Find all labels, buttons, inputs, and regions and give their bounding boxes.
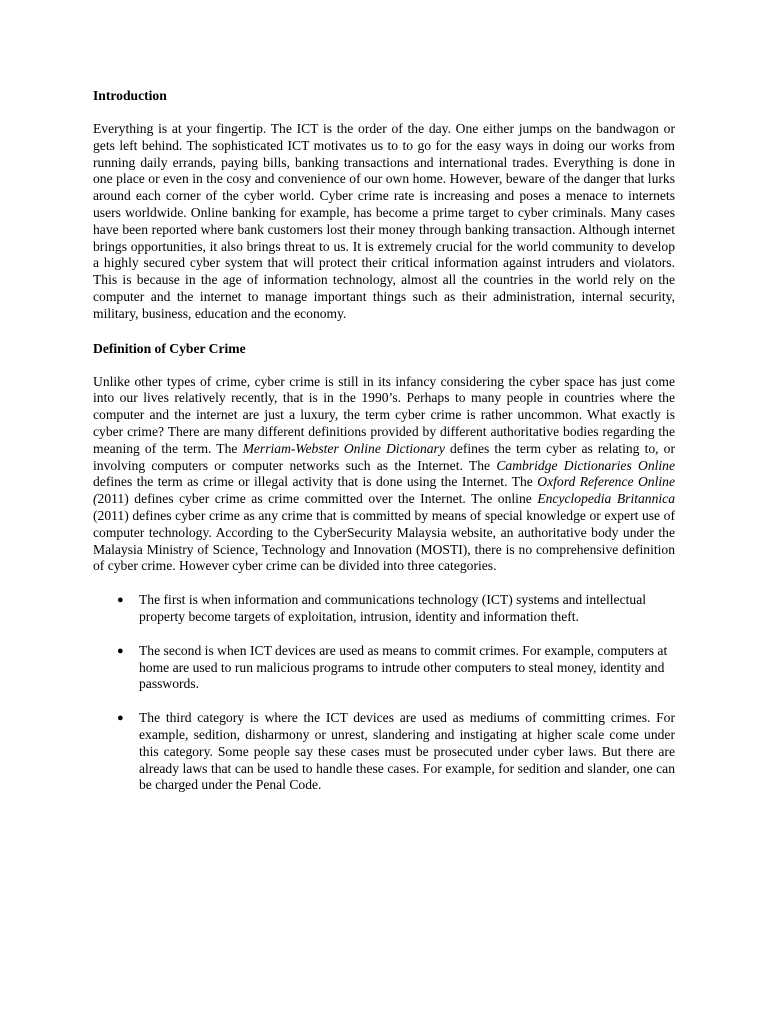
definition-text-1: Unlike other types of crime, cyber crime is still in its infancy considering the cyber space has just come into our lives relatively recently, that is in the 1990’s. Perhaps to many people in countries where the computer and the internet are just a luxury, the term cyber crime is rather uncommon. What exactly is cyber crime? There are many different definitions provided by different authoritative bodies regarding the meaning of the term. The bbox=[93, 373, 675, 456]
list-item bbox=[93, 710, 675, 794]
list-item-text: The third category is where the ICT devices are used as mediums of committing crimes. For example, sedition, disharmony or unrest, slandering and instigating at higher scale come under this category. Some people say these cases must be prosecuted under cyber laws. But there are already laws that can be used to handle these cases. For example, for sedition and slander, one can be charged under the Penal Code. bbox=[139, 710, 675, 793]
definition-text-3: defines the term as crime or illegal activity that is done using the Internet. The bbox=[93, 474, 538, 490]
list-item bbox=[93, 643, 675, 693]
definition-paragraph bbox=[93, 374, 675, 576]
category-list bbox=[93, 592, 675, 794]
source-merriam-webster: Merriam-Webster Online Dictionary bbox=[242, 440, 445, 456]
source-oxford: Oxford Reference Online ( bbox=[93, 474, 675, 507]
definition-text-5: (2011) defines cyber crime as any crime that is committed by means of special knowledge or expert use of computer technology. According to the CyberSecurity Malaysia website, an authoritative body under the Malaysia Ministry of Science, Technology and Innovation (MOSTI), there is no comprehensive definition of cyber crime. However cyber crime can be divided into three categories. bbox=[93, 507, 675, 574]
definition-heading: Definition of Cyber Crime bbox=[93, 340, 246, 356]
document-page bbox=[93, 87, 675, 811]
list-item-text: The first is when information and communications technology (ICT) systems and intellectual property become targets of exploitation, intrusion, identity and information theft. bbox=[139, 592, 647, 624]
bullet-icon: ● bbox=[117, 644, 124, 657]
source-cambridge: Cambridge Dictionaries Online bbox=[496, 457, 675, 473]
definition-text-4: 2011) defines cyber crime as crime committed over the Internet. The online bbox=[97, 491, 538, 507]
source-britannica: Encyclopedia Britannica bbox=[537, 491, 675, 507]
bullet-icon: ● bbox=[117, 594, 124, 607]
intro-heading: Introduction bbox=[93, 88, 167, 103]
list-item bbox=[93, 592, 675, 626]
definition-text-2: defines the term cyber as relating to, or involving computers or computer networks such as the Internet. The bbox=[93, 440, 676, 473]
bullet-icon: ● bbox=[117, 712, 124, 725]
intro-paragraph: Everything is at your fingertip. The ICT is the order of the day. One either jumps on the bandwagon or gets left behind. The sophisticated ICT motivates us to to go for the easy ways in doing our works from running daily errands, paying bills, banking transactions and international trades. Everything is done in one place or even in the cosy and convenience of our own home. However, beware of the danger that lurks around each corner of the cyber world. Cyber crime rate is increasing and poses a menace to internets users worldwide. Online banking for example, has become a prime target to cyber criminals. Many cases have been reported where bank customers lost their money through banking transaction. Although internet brings opportunities, it also brings threat to us. It is extremely crucial for the world community to develop a highly secured cyber system that will protect their critical information against intruders and violators. This is because in the age of information technology, almost all the countries in the world rely on the computer and the internet to manage important things such as their administration, internal security, military, business, education and the economy. bbox=[93, 121, 675, 321]
list-item-text: The second is when ICT devices are used as means to commit crimes. For example, computers at home are used to run malicious programs to intrude other computers to steal money, identity and passwords. bbox=[139, 642, 668, 692]
